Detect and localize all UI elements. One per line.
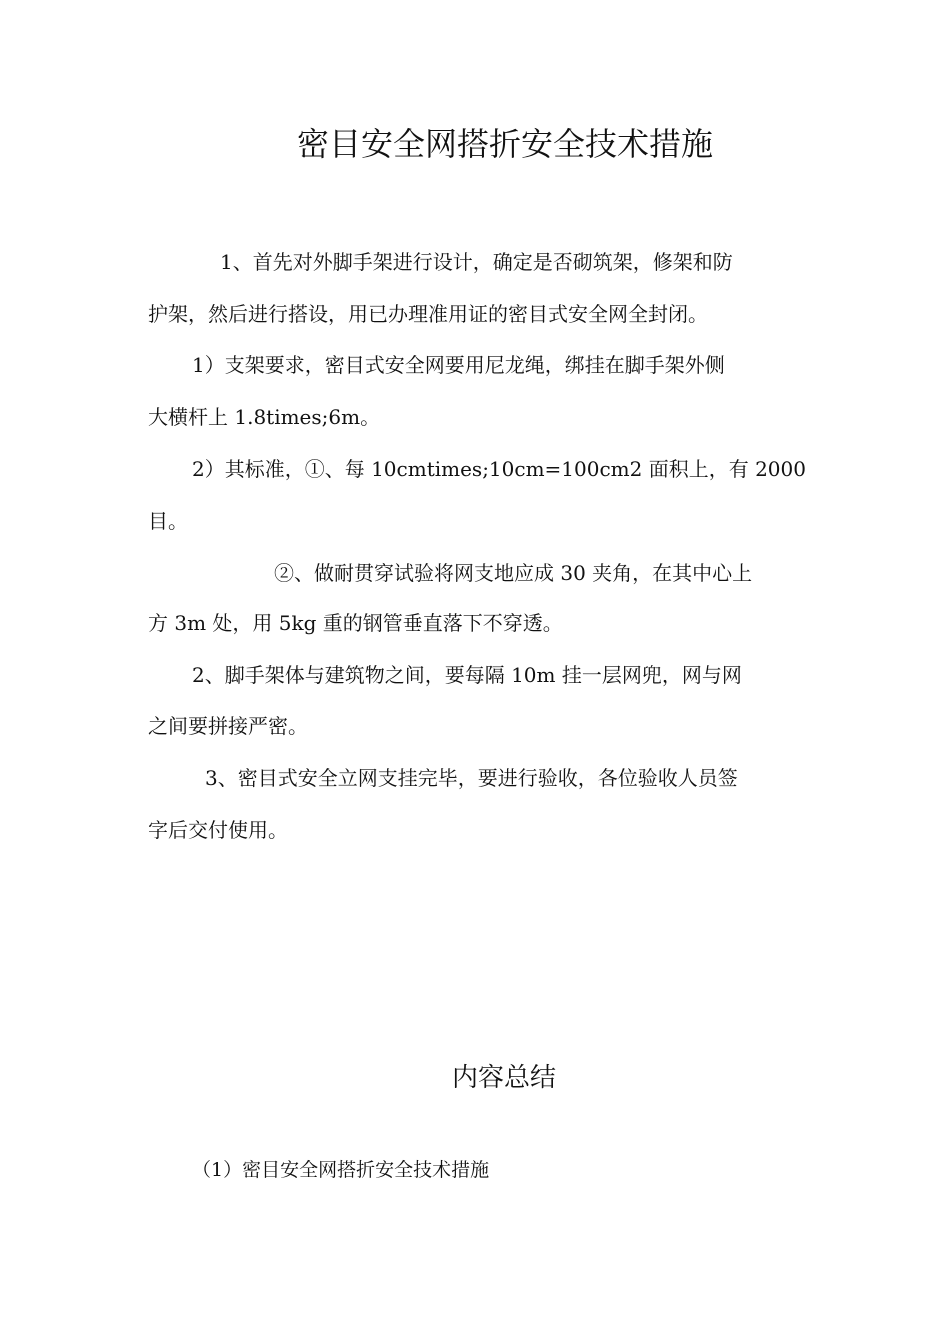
paragraph-line: 目。: [148, 509, 188, 533]
summary-item: （1）密目安全网搭折安全技术措施: [192, 1159, 490, 1181]
paragraph-line: 2）其标准，①、每 10cmtimes;10cm=100cm2 面积上，有 2000: [192, 457, 806, 481]
summary-heading: 内容总结: [451, 1063, 556, 1093]
paragraph-line: 护架，然后进行搭设，用已办理准用证的密目式安全网全封闭。: [148, 302, 708, 326]
paragraph-line: 方 3m 处，用 5kg 重的钢管垂直落下不穿透。: [148, 611, 563, 635]
document-title: 密目安全网搭折安全技术措施: [296, 125, 713, 163]
paragraph-line: 1）支架要求，密目式安全网要用尼龙绳，绑挂在脚手架外侧: [192, 353, 725, 377]
paragraph-line: 1、首先对外脚手架进行设计，确定是否砌筑架，修架和防: [220, 250, 733, 274]
paragraph-line: 2、脚手架体与建筑物之间，要每隔 10m 挂一层网兜，网与网: [192, 663, 742, 687]
paragraph-line: 3、密目式安全立网支挂完毕，要进行验收，各位验收人员签: [205, 766, 738, 790]
paragraph-line: 字后交付使用。: [148, 818, 288, 842]
paragraph-line: 之间要拼接严密。: [148, 714, 308, 738]
paragraph-line: ②、做耐贯穿试验将网支地应成 30 夹角，在其中心上: [274, 561, 753, 585]
paragraph-line: 大横杆上 1.8times;6m。: [148, 405, 381, 429]
